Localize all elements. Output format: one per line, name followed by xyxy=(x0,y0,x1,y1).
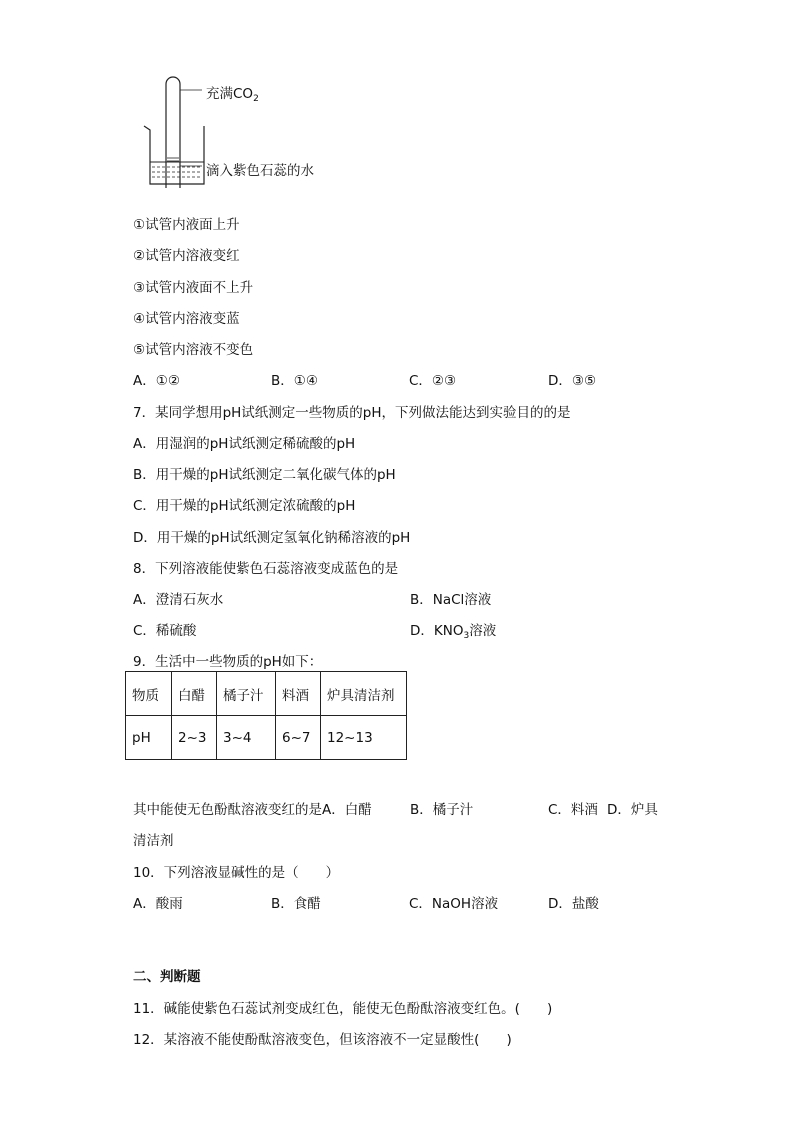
q6-statement-3: ③试管内液面不上升 xyxy=(133,280,254,296)
q9-line2: 清洁剂 xyxy=(133,833,174,849)
q8-option-c[interactable]: C．稀硫酸 xyxy=(133,623,197,639)
q9-option-d[interactable]: D．炉具 xyxy=(607,802,658,818)
q8-option-a[interactable]: A．澄清石灰水 xyxy=(133,592,224,608)
q9-stem: 9．生活中一些物质的pH如下： xyxy=(133,654,323,670)
figure-label-water: 滴入紫色石蕊的水 xyxy=(206,163,314,179)
q6-option-d[interactable]: D．③⑤ xyxy=(548,373,597,389)
table-cell: 白醋 xyxy=(172,672,217,716)
q6-statement-4: ④试管内溶液变蓝 xyxy=(133,311,240,327)
table-cell: 料酒 xyxy=(276,672,321,716)
q7-option-d[interactable]: D．用干燥的pH试纸测定氢氧化钠稀溶液的pH xyxy=(133,530,411,546)
q6-statement-1: ①试管内液面上升 xyxy=(133,217,240,233)
q9-option-c[interactable]: C．料酒 xyxy=(548,802,598,818)
section-title: 二、判断题 xyxy=(133,969,201,985)
q9-option-b[interactable]: B．橘子汁 xyxy=(410,802,474,818)
q7-option-a[interactable]: A．用湿润的pH试纸测定稀硫酸的pH xyxy=(133,436,356,452)
table-cell: pH xyxy=(126,716,172,760)
q12: 12．某溶液不能使酚酞溶液变色，但该溶液不一定显酸性( ) xyxy=(133,1032,512,1048)
ph-table xyxy=(125,671,407,760)
q7-option-c[interactable]: C．用干燥的pH试纸测定浓硫酸的pH xyxy=(133,498,356,514)
experiment-figure xyxy=(140,70,340,190)
q7-stem: 7．某同学想用pH试纸测定一些物质的pH，下列做法能达到实验目的的是 xyxy=(133,405,571,421)
table-cell: 6~7 xyxy=(276,716,321,760)
table-cell: 2~3 xyxy=(172,716,217,760)
table-cell: 12~13 xyxy=(321,716,407,760)
q6-statement-5: ⑤试管内溶液不变色 xyxy=(133,342,254,358)
table-row xyxy=(126,672,407,716)
q8-stem: 8．下列溶液能使紫色石蕊溶液变成蓝色的是 xyxy=(133,561,399,577)
q6-statement-2: ②试管内溶液变红 xyxy=(133,248,240,264)
q8-option-d[interactable]: D．$KNO_3$溶液 xyxy=(410,623,497,641)
q6-option-a[interactable]: A．①② xyxy=(133,373,180,389)
q10-option-a[interactable]: A．酸雨 xyxy=(133,896,183,912)
table-row xyxy=(126,716,407,760)
q10-option-c[interactable]: C．NaOH溶液 xyxy=(409,896,499,912)
figure-label-co2: 充满$CO_2$ xyxy=(206,86,259,104)
q10-stem: 10．下列溶液显碱性的是（ ） xyxy=(133,865,340,881)
table-cell: 物质 xyxy=(126,672,172,716)
q10-option-b[interactable]: B．食醋 xyxy=(271,896,321,912)
q6-option-b[interactable]: B．①④ xyxy=(271,373,318,389)
table-cell: 炉具清洁剂 xyxy=(321,672,407,716)
table-cell: 橘子汁 xyxy=(217,672,276,716)
q7-option-b[interactable]: B．用干燥的pH试纸测定二氧化碳气体的pH xyxy=(133,467,396,483)
q8-option-b[interactable]: B．NaCl溶液 xyxy=(410,592,492,608)
q10-option-d[interactable]: D．盐酸 xyxy=(548,896,599,912)
q9-line1: 其中能使无色酚酞溶液变红的是A．白醋 xyxy=(133,802,372,818)
q11: 11．碱能使紫色石蕊试剂变成红色，能使无色酚酞溶液变红色。( ) xyxy=(133,1001,553,1017)
test-tube-beaker-diagram xyxy=(140,70,210,190)
q6-option-c[interactable]: C．②③ xyxy=(409,373,457,389)
table-cell: 3~4 xyxy=(217,716,276,760)
